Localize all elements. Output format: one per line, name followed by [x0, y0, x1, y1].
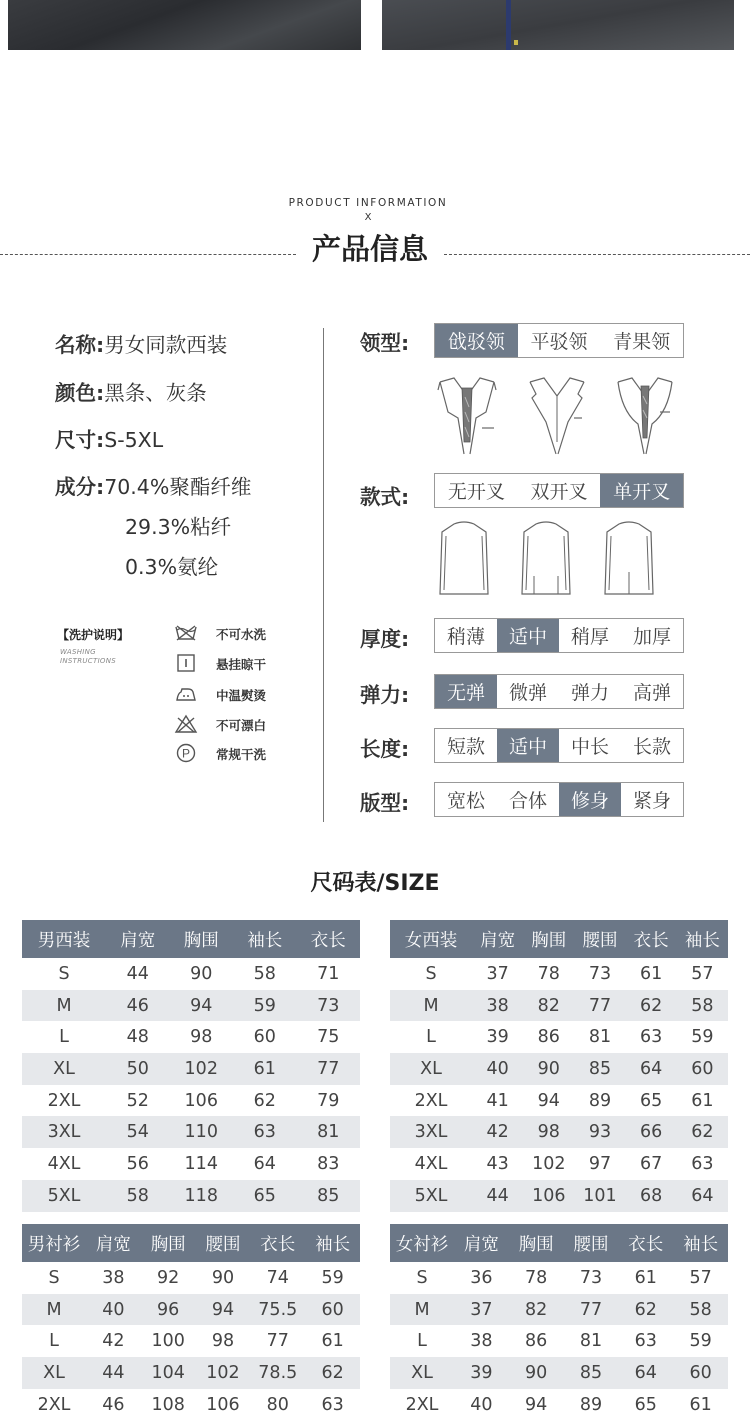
style-option-no-vent: 无开叉	[447, 481, 505, 503]
product-photo-right	[382, 0, 734, 50]
table-cell: 108	[141, 1389, 196, 1420]
table-cell: 77	[250, 1325, 305, 1357]
table-cell: 81	[564, 1325, 619, 1357]
style-options	[434, 473, 684, 508]
notch-lapel-icon	[526, 372, 588, 458]
table-header-cell: 肩宽	[106, 920, 170, 958]
table-header-row	[22, 920, 360, 958]
table-cell: 63	[626, 1021, 677, 1053]
iron-medium-icon	[174, 684, 198, 704]
table-cell: S	[22, 958, 106, 990]
lining-stripe	[506, 0, 511, 50]
length-options	[434, 728, 684, 763]
table-cell: 44	[472, 1180, 523, 1212]
table-cell: 79	[297, 1085, 361, 1117]
table-cell: 106	[170, 1085, 234, 1117]
table-cell: 59	[233, 990, 297, 1022]
table-cell: 62	[677, 1116, 728, 1148]
table-cell: 100	[141, 1325, 196, 1357]
length-option-2: 适中	[497, 729, 559, 762]
fit-option-3: 修身	[559, 783, 621, 816]
table-header-cell: 胸围	[170, 920, 234, 958]
table-cell: 77	[564, 1294, 619, 1326]
table-cell: 114	[170, 1148, 234, 1180]
section-title: 产品信息	[311, 232, 428, 266]
table-cell: 44	[106, 958, 170, 990]
info-name	[55, 328, 227, 358]
table-header-row	[390, 920, 728, 958]
table-cell: 62	[233, 1085, 297, 1117]
thickness-option-3: 稍厚	[570, 626, 609, 648]
table-row	[22, 1116, 360, 1148]
table-row	[22, 1085, 360, 1117]
table-cell: S	[390, 1262, 454, 1294]
table-cell: 67	[626, 1148, 677, 1180]
table-row	[390, 958, 728, 990]
table-cell: 54	[106, 1116, 170, 1148]
table-cell: 92	[141, 1262, 196, 1294]
table-cell: 40	[454, 1389, 509, 1420]
table-cell: 74	[250, 1262, 305, 1294]
table-cell: 78	[523, 958, 574, 990]
table-cell: 4XL	[390, 1148, 472, 1180]
thickness-option-4: 加厚	[632, 626, 671, 648]
table-row	[22, 1389, 360, 1420]
table-cell: 41	[472, 1085, 523, 1117]
no-wash-icon	[174, 623, 198, 643]
table-cell: 65	[626, 1085, 677, 1117]
table-cell: 42	[86, 1325, 141, 1357]
table-row	[22, 1325, 360, 1357]
table-header-cell: 胸围	[141, 1224, 196, 1262]
style-option-double-vent: 双开叉	[530, 481, 588, 503]
table-cell: 38	[86, 1262, 141, 1294]
table-header-cell: 肩宽	[472, 920, 523, 958]
table-cell: 62	[618, 1294, 673, 1326]
table-header-cell: 男西装	[22, 920, 106, 958]
table-header-cell: 女西装	[390, 920, 472, 958]
table-row	[22, 1357, 360, 1389]
table-cell: 94	[523, 1085, 574, 1117]
table-cell: 81	[574, 1021, 625, 1053]
elasticity-label: 弹力:	[360, 683, 410, 707]
table-row	[390, 1357, 728, 1389]
table-row	[22, 990, 360, 1022]
women-suit-size-table	[390, 920, 728, 1212]
table-header-cell: 腰围	[196, 1224, 251, 1262]
table-cell: S	[22, 1262, 86, 1294]
table-cell: 59	[673, 1325, 728, 1357]
length-option-4: 长款	[632, 736, 671, 758]
info-size-value: S-5XL	[104, 428, 164, 452]
table-cell: 61	[305, 1325, 360, 1357]
table-cell: 85	[564, 1357, 619, 1389]
table-cell: M	[22, 1294, 86, 1326]
table-cell: 36	[454, 1262, 509, 1294]
table-cell: 60	[677, 1053, 728, 1085]
table-row	[390, 1021, 728, 1053]
table-cell: 5XL	[22, 1180, 106, 1212]
table-row	[22, 1148, 360, 1180]
table-header-cell: 袖长	[673, 1224, 728, 1262]
table-cell: 90	[196, 1262, 251, 1294]
table-cell: 39	[472, 1021, 523, 1053]
peak-lapel-icon	[436, 372, 498, 458]
table-cell: 60	[305, 1294, 360, 1326]
table-cell: 38	[472, 990, 523, 1022]
length-label: 长度:	[360, 737, 410, 761]
table-cell: 63	[677, 1148, 728, 1180]
table-cell: 61	[673, 1389, 728, 1420]
table-cell: L	[390, 1325, 454, 1357]
hang-dry-icon	[174, 653, 198, 673]
collar-option-shawl: 青果领	[613, 331, 671, 353]
style-label: 款式:	[360, 485, 410, 509]
table-cell: 61	[233, 1053, 297, 1085]
table-cell: 4XL	[22, 1148, 106, 1180]
women-shirt-size-table	[390, 1224, 728, 1420]
table-row	[22, 1021, 360, 1053]
table-header-cell: 袖长	[677, 920, 728, 958]
table-cell: 64	[626, 1053, 677, 1085]
thickness-label: 厚度:	[360, 627, 410, 651]
table-row	[22, 1262, 360, 1294]
table-cell: 101	[574, 1180, 625, 1212]
table-row	[390, 1116, 728, 1148]
table-cell: 57	[673, 1262, 728, 1294]
table-cell: 50	[106, 1053, 170, 1085]
table-cell: 98	[523, 1116, 574, 1148]
table-cell: 86	[509, 1325, 564, 1357]
table-cell: 94	[509, 1389, 564, 1420]
table-cell: M	[390, 990, 472, 1022]
section-subtitle: PRODUCT INFORMATION	[288, 197, 448, 209]
collar-option-peak: 戗驳领	[435, 324, 518, 357]
washing-subtitle-line1: WASHING	[60, 648, 96, 656]
table-cell: 46	[106, 990, 170, 1022]
table-cell: 65	[233, 1180, 297, 1212]
product-photo-left	[8, 0, 361, 50]
fit-option-1: 宽松	[446, 790, 485, 812]
wash-text-4: 不可漂白	[216, 718, 267, 733]
jacket-back-no-vent-icon	[438, 520, 490, 598]
elasticity-options	[434, 674, 684, 709]
info-name-value: 男女同款西装	[104, 333, 228, 357]
table-cell: 85	[297, 1180, 361, 1212]
table-cell: L	[390, 1021, 472, 1053]
table-cell: 86	[523, 1021, 574, 1053]
table-cell: 73	[297, 990, 361, 1022]
table-cell: 63	[233, 1116, 297, 1148]
table-row	[390, 1389, 728, 1420]
table-cell: 65	[618, 1389, 673, 1420]
table-cell: 60	[233, 1021, 297, 1053]
info-name-key: 名称:	[55, 333, 105, 357]
info-composition-value-3: 0.3%氨纶	[125, 555, 219, 579]
collar-label: 领型:	[360, 331, 410, 355]
table-cell: 73	[564, 1262, 619, 1294]
table-cell: 102	[523, 1148, 574, 1180]
table-cell: 58	[677, 990, 728, 1022]
shawl-lapel-icon	[614, 372, 676, 458]
table-cell: L	[22, 1021, 106, 1053]
size-table-title: 尺码表/SIZE	[310, 871, 440, 896]
table-cell: 60	[673, 1357, 728, 1389]
table-header-cell: 胸围	[523, 920, 574, 958]
divider-left	[0, 254, 296, 255]
table-cell: 40	[472, 1053, 523, 1085]
table-row	[22, 1180, 360, 1212]
washing-subtitle-line2: INSTRUCTIONS	[60, 657, 117, 665]
table-cell: L	[22, 1325, 86, 1357]
wash-text-3: 中温熨烫	[216, 688, 267, 703]
info-composition-value-2: 29.3%粘纤	[125, 515, 232, 539]
info-size	[55, 423, 163, 453]
stitch-detail	[514, 40, 518, 45]
table-header-cell: 衣长	[618, 1224, 673, 1262]
table-cell: 3XL	[22, 1116, 106, 1148]
table-cell: 106	[523, 1180, 574, 1212]
table-row	[390, 990, 728, 1022]
table-row	[22, 1294, 360, 1326]
washing-title: 【洗护说明】	[57, 628, 130, 642]
table-cell: 38	[454, 1325, 509, 1357]
table-cell: 64	[677, 1180, 728, 1212]
table-header-cell: 胸围	[509, 1224, 564, 1262]
elasticity-option-4: 高弹	[632, 682, 671, 704]
fit-option-4: 紧身	[632, 790, 671, 812]
table-cell: 58	[673, 1294, 728, 1326]
table-cell: 75	[297, 1021, 361, 1053]
table-cell: 94	[196, 1294, 251, 1326]
table-row	[390, 1180, 728, 1212]
table-header-cell: 衣长	[250, 1224, 305, 1262]
table-cell: 98	[170, 1021, 234, 1053]
table-cell: 2XL	[22, 1085, 106, 1117]
table-cell: 73	[574, 958, 625, 990]
table-header-cell: 女衬衫	[390, 1224, 454, 1262]
table-cell: 37	[472, 958, 523, 990]
table-cell: 61	[626, 958, 677, 990]
table-row	[22, 958, 360, 990]
length-option-1: 短款	[446, 736, 485, 758]
table-row	[390, 1262, 728, 1294]
vertical-divider	[323, 328, 324, 822]
table-cell: 81	[297, 1116, 361, 1148]
dry-clean-icon	[174, 743, 198, 763]
table-cell: 78.5	[250, 1357, 305, 1389]
divider-right	[444, 254, 750, 255]
jacket-back-single-vent-icon	[603, 520, 655, 598]
thickness-option-2: 适中	[497, 619, 559, 652]
table-cell: M	[390, 1294, 454, 1326]
table-header-cell: 肩宽	[86, 1224, 141, 1262]
table-cell: 93	[574, 1116, 625, 1148]
wash-text-1: 不可水洗	[216, 627, 267, 642]
info-size-key: 尺寸:	[55, 428, 105, 452]
table-cell: 2XL	[390, 1085, 472, 1117]
table-cell: XL	[390, 1053, 472, 1085]
elasticity-option-3: 弹力	[570, 682, 609, 704]
table-cell: 64	[618, 1357, 673, 1389]
table-cell: M	[22, 990, 106, 1022]
table-cell: 82	[509, 1294, 564, 1326]
table-row	[390, 1148, 728, 1180]
table-cell: 94	[170, 990, 234, 1022]
table-cell: 90	[170, 958, 234, 990]
table-header-row	[22, 1224, 360, 1262]
table-header-cell: 袖长	[305, 1224, 360, 1262]
table-row	[390, 1053, 728, 1085]
table-cell: 61	[677, 1085, 728, 1117]
table-cell: 89	[564, 1389, 619, 1420]
table-cell: 104	[141, 1357, 196, 1389]
table-cell: 61	[618, 1262, 673, 1294]
no-bleach-icon	[174, 714, 198, 734]
table-header-cell: 男衬衫	[22, 1224, 86, 1262]
thickness-options	[434, 618, 684, 653]
fit-option-2: 合体	[508, 790, 547, 812]
table-cell: XL	[22, 1053, 106, 1085]
table-cell: 62	[305, 1357, 360, 1389]
table-cell: 3XL	[390, 1116, 472, 1148]
section-x-mark: X	[364, 212, 372, 223]
table-cell: 102	[170, 1053, 234, 1085]
svg-text:P: P	[181, 746, 191, 761]
table-cell: 59	[305, 1262, 360, 1294]
table-header-row	[390, 1224, 728, 1262]
wash-text-2: 悬挂晾干	[216, 657, 267, 672]
table-cell: 75.5	[250, 1294, 305, 1326]
men-shirt-size-table	[22, 1224, 360, 1420]
jacket-back-double-vent-icon	[520, 520, 572, 598]
table-cell: 63	[305, 1389, 360, 1420]
table-cell: 77	[297, 1053, 361, 1085]
collar-option-notch: 平驳领	[530, 331, 588, 353]
length-option-3: 中长	[570, 736, 609, 758]
table-cell: 59	[677, 1021, 728, 1053]
table-cell: 78	[509, 1262, 564, 1294]
table-cell: 56	[106, 1148, 170, 1180]
table-cell: 46	[86, 1389, 141, 1420]
wash-text-5: 常规干洗	[216, 747, 267, 762]
fit-label: 版型:	[360, 791, 410, 815]
table-cell: 89	[574, 1085, 625, 1117]
table-cell: 37	[454, 1294, 509, 1326]
table-header-cell: 腰围	[574, 920, 625, 958]
table-header-cell: 衣长	[297, 920, 361, 958]
table-cell: 90	[509, 1357, 564, 1389]
table-cell: 68	[626, 1180, 677, 1212]
table-cell: 42	[472, 1116, 523, 1148]
table-cell: 85	[574, 1053, 625, 1085]
elasticity-option-1: 无弹	[435, 675, 497, 708]
table-cell: 48	[106, 1021, 170, 1053]
table-row	[390, 1325, 728, 1357]
table-cell: 66	[626, 1116, 677, 1148]
table-cell: 40	[86, 1294, 141, 1326]
info-color	[55, 376, 207, 406]
table-cell: 82	[523, 990, 574, 1022]
table-cell: 2XL	[22, 1389, 86, 1420]
table-cell: 80	[250, 1389, 305, 1420]
table-cell: 2XL	[390, 1389, 454, 1420]
table-cell: 118	[170, 1180, 234, 1212]
table-cell: 97	[574, 1148, 625, 1180]
table-row	[22, 1053, 360, 1085]
table-cell: 58	[106, 1180, 170, 1212]
table-cell: 90	[523, 1053, 574, 1085]
table-cell: 44	[86, 1357, 141, 1389]
table-cell: 110	[170, 1116, 234, 1148]
table-header-cell: 肩宽	[454, 1224, 509, 1262]
table-cell: 58	[233, 958, 297, 990]
info-color-key: 颜色:	[55, 381, 105, 405]
table-cell: 96	[141, 1294, 196, 1326]
table-cell: 63	[618, 1325, 673, 1357]
fit-options	[434, 782, 684, 817]
table-cell: 57	[677, 958, 728, 990]
style-option-single-vent: 单开叉	[600, 474, 683, 507]
table-header-cell: 衣长	[626, 920, 677, 958]
table-cell: S	[390, 958, 472, 990]
table-cell: 83	[297, 1148, 361, 1180]
table-cell: XL	[390, 1357, 454, 1389]
table-cell: 43	[472, 1148, 523, 1180]
table-cell: 64	[233, 1148, 297, 1180]
table-header-cell: 袖长	[233, 920, 297, 958]
table-cell: XL	[22, 1357, 86, 1389]
men-suit-size-table	[22, 920, 360, 1212]
info-composition-key: 成分:	[55, 475, 105, 499]
table-cell: 102	[196, 1357, 251, 1389]
table-cell: 5XL	[390, 1180, 472, 1212]
thickness-option-1: 稍薄	[446, 626, 485, 648]
table-cell: 106	[196, 1389, 251, 1420]
info-color-value: 黑条、灰条	[104, 381, 207, 405]
table-row	[390, 1085, 728, 1117]
table-cell: 52	[106, 1085, 170, 1117]
washing-subtitle	[60, 648, 116, 666]
table-cell: 98	[196, 1325, 251, 1357]
collar-options	[434, 323, 684, 358]
table-cell: 71	[297, 958, 361, 990]
table-cell: 39	[454, 1357, 509, 1389]
info-composition	[55, 470, 251, 500]
elasticity-option-2: 微弹	[508, 682, 547, 704]
table-cell: 62	[626, 990, 677, 1022]
table-row	[390, 1294, 728, 1326]
table-cell: 77	[574, 990, 625, 1022]
table-header-cell: 腰围	[564, 1224, 619, 1262]
info-composition-value-1: 70.4%聚酯纤维	[104, 475, 252, 499]
